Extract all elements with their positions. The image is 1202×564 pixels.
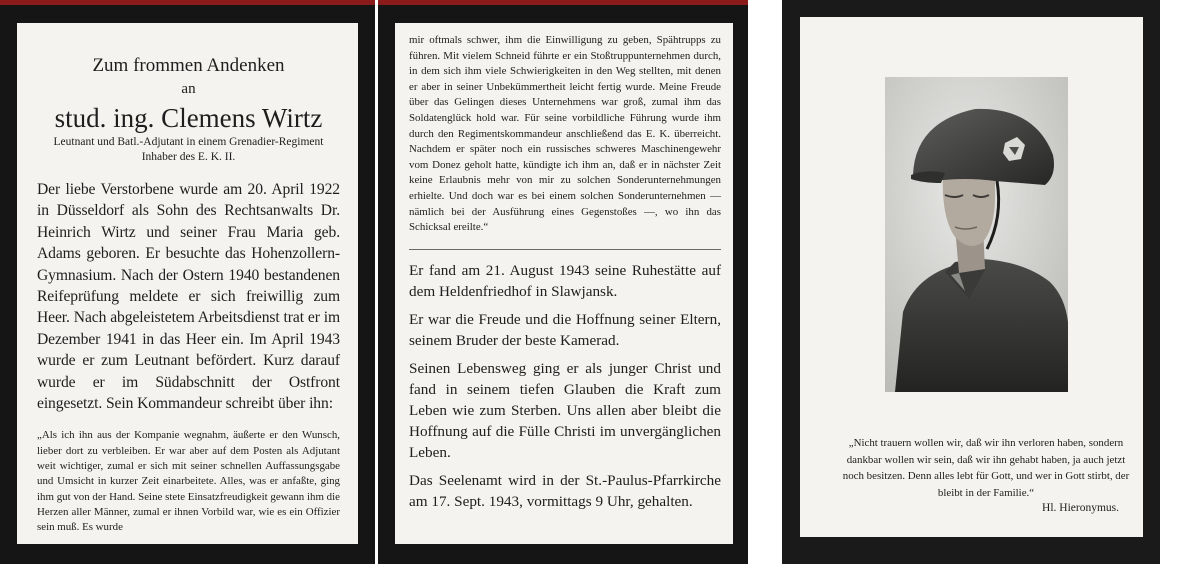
- scripture-quote: „Nicht trauern wollen wir, daß wir ihn verloren haben, sondern dankbar wollen wir sein, daß wir ihn gehabt haben, ja auch jetzt noch besitzen. Denn alles lebt für Gott, und wer in Gott stirbt, der bleibt in der Familie.“: [842, 437, 1130, 499]
- commander-quote-continued: mir oftmals schwer, ihm die Einwilligung zu geben, Spähtrupps zu führen. Mit vielem Schneid führte er ein Stoßtruppunternehmen durch, in dem sich ihm viele Schwierigkeiten in den Weg stellten, mit denen er aber in seiner Unbekümmertheit leicht fertig wurde. Meine Freude über das Gelingen dieses Unternehmens war groß, zumal ihm das Soldatenglück hold war. Für seine vorbildliche Führung wurde ihm durch den Regimentskommandeur anschließend das E. K. überreicht. Nachdem er später noch ein russisches schweres Maschinengewehr vom Donez geholt hatte, kündigte ich ihm an, daß er in nächster Zeit keine Erlaubnis mehr von mir zu solchen Sonderunternehmungen erhielte. Und doch war es bei einem solchen Sonderunternehmen — nämlich bei der Ausführung eines Gegenstoßes —, wo ihn das Schicksal ereilte.“: [409, 34, 721, 234]
- quote-attribution: Hl. Hieronymus.: [1042, 502, 1119, 514]
- soldier-portrait: [885, 77, 1068, 392]
- memorial-card-inside: [378, 0, 748, 564]
- memorial-card-front: [0, 0, 375, 564]
- award-line: Inhaber des E. K. II.: [141, 151, 236, 163]
- biography-text: Der liebe Verstorbene wurde am 20. April 1922 in Düsseldorf als Sohn des Rechtsanwalts Dr. Heinrich Wirtz und seiner Frau Maria geb. Adams geboren. Er besuchte das Hohenzollern-Gymnasium. Nach der Ostern 1940 bestandenen Reifeprüfung meldete er sich freiwillig zum Heer. Nach abgeleistetem Arbeitsdienst trat er im Dezember 1941 in das Heer ein. Im April 1943 wurde er zum Leutnant befördert. Kurz darauf wurde er im Südabschnitt der Ostfront eingesetzt. Sein Kommandeur schreibt über ihn:: [37, 181, 340, 413]
- divider: [409, 249, 721, 250]
- card-paper: [17, 23, 358, 544]
- card-paper: [395, 23, 733, 544]
- memorial-card-back: [782, 0, 1160, 564]
- portrait-image: [885, 77, 1068, 392]
- requiem-paragraph: Das Seelenamt wird in der St.-Paulus-Pfarrkirche am 17. Sept. 1943, vormittags 9 Uhr, gehalten.: [409, 471, 721, 510]
- rank-line: Leutnant und Batl.-Adjutant in einem Grenadier-Regiment: [53, 136, 324, 148]
- commander-quote: „Als ich ihn aus der Kompanie wegnahm, äußerte er den Wunsch, lieber dort zu verbleiben. Er war aber auf dem Posten als Adjutant weit wichtiger, zumal er sich mit seiner schnellen Auffassungsgabe und Umsicht in kurzer Zeit einarbeitete. Alles, was er anfaßte, ging ihm gut von der Hand. Seine stete Einsatzfreudigkeit gewann ihm die Herzen aller Männer, zumal er ihnen Vorbild war, wie es ein Offizier sein muß. Es wurde: [37, 429, 340, 534]
- card-paper: [800, 17, 1143, 537]
- burial-paragraph: Er fand am 21. August 1943 seine Ruhestätte auf dem Heldenfriedhof in Slawjansk.: [409, 261, 721, 300]
- card-heading: Zum frommen Andenken: [92, 55, 285, 76]
- family-paragraph: Er war die Freude und die Hoffnung seiner Eltern, seinem Bruder der beste Kamerad.: [409, 310, 721, 349]
- card-heading-an: an: [181, 81, 196, 97]
- faith-paragraph: Seinen Lebensweg ging er als junger Christ und fand in seinem tiefen Glauben die Kraft zum Leben wie zum Sterben. Uns allen aber bleibt die Hoffnung auf die Fülle Christi im unvergänglichen Leben.: [409, 359, 721, 461]
- deceased-name: stud. ing. Clemens Wirtz: [54, 103, 323, 133]
